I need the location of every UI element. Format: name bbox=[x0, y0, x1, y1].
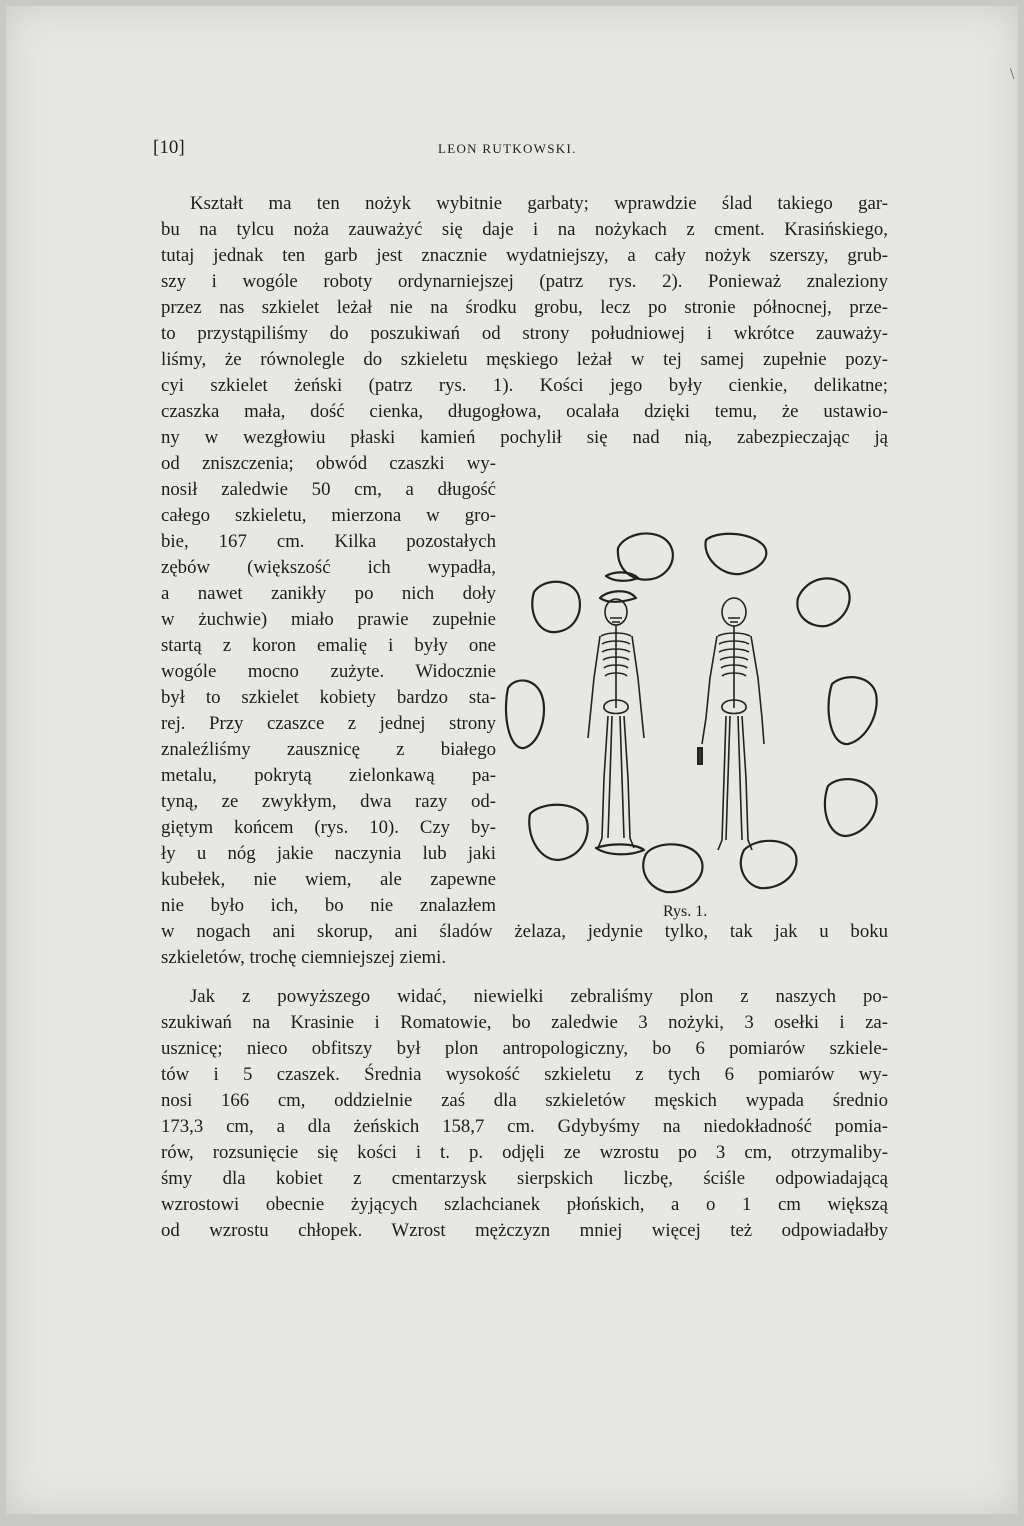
text-line: szkieletów, trochę ciemniejszej ziemi. bbox=[161, 947, 447, 968]
text-line: rej. Przy czaszce z jednej strony bbox=[161, 713, 496, 734]
text-line: szukiwań na Krasinie i Romatowie, bo zaledwie 3 nożyki, 3 osełki i za- bbox=[161, 1012, 888, 1033]
stone bbox=[643, 844, 702, 892]
text-line: bu na tylcu noża zauważyć się daje i na nożykach z cment. Krasińskiego, bbox=[161, 219, 888, 240]
text-line: kubełek, nie wiem, ale zapewne bbox=[161, 869, 496, 890]
stone bbox=[741, 841, 797, 888]
stone bbox=[600, 591, 636, 602]
text-line: znaleźliśmy zausznicę z białego bbox=[161, 739, 496, 760]
stone bbox=[797, 578, 849, 626]
text-line: był to szkielet kobiety bardzo sta- bbox=[161, 687, 496, 708]
text-line: liśmy, że równolegle do szkieletu męskiego leżał w tej samej zupełnie pozy- bbox=[161, 349, 888, 370]
book-page bbox=[6, 6, 1018, 1514]
text-line: czaszka mała, dość cienka, długogłowa, ocalała dzięki temu, że ustawio- bbox=[161, 401, 888, 422]
page-header bbox=[153, 137, 895, 165]
running-head: LEON RUTKOWSKI. bbox=[438, 141, 577, 156]
grave-illustration bbox=[496, 518, 896, 938]
stone bbox=[829, 677, 877, 744]
figure-caption: Rys. 1. bbox=[663, 903, 708, 920]
text-line: w nogach ani skorup, ani śladów żelaza, jedynie tylko, tak jak u boku bbox=[161, 921, 888, 942]
text-line: nie było ich, bo nie znalazłem bbox=[161, 895, 496, 916]
text-line: ny w wezgłowiu płaski kamień pochylił się nad nią, zabezpieczając ją bbox=[161, 427, 888, 448]
text-line: wogóle mocno zużyte. Widocznie bbox=[161, 661, 496, 682]
text-line: giętym końcem (rys. 10). Czy by- bbox=[161, 817, 496, 838]
knife-artifact bbox=[698, 748, 702, 764]
stones bbox=[506, 533, 877, 892]
stone bbox=[705, 534, 766, 574]
stone bbox=[596, 844, 644, 854]
text-line: szy i wogóle roboty ordynarniejszej (patrz rys. 2). Ponieważ znaleziony bbox=[161, 271, 888, 292]
text-line: tutaj jednak ten garb jest znacznie wydatniejszy, a cały nożyk szerszy, grub- bbox=[161, 245, 888, 266]
skeleton-female bbox=[588, 599, 644, 848]
text-line: od zniszczenia; obwód czaszki wy- bbox=[161, 453, 496, 474]
text-line: startą z koron emalię i były one bbox=[161, 635, 496, 656]
text-line: usznicę; nieco obfitszy był plon antropologiczny, bo 6 pomiarów szkiele- bbox=[161, 1038, 888, 1059]
text-line: metalu, pokrytą zielonkawą pa- bbox=[161, 765, 496, 786]
text-line: tyną, ze zwykłym, dwa razy od- bbox=[161, 791, 496, 812]
text-line: całego szkieletu, mierzona w gro- bbox=[161, 505, 496, 526]
stone bbox=[532, 582, 580, 632]
text-line: Jak z powyższego widać, niewielki zebraliśmy plon z naszych po- bbox=[190, 986, 888, 1007]
stone bbox=[506, 680, 544, 748]
stone bbox=[529, 805, 587, 860]
skeleton-male bbox=[702, 598, 764, 850]
text-line: to przystąpiliśmy do poszukiwań od strony południowej i wkrótce zauważy- bbox=[161, 323, 888, 344]
figure-rys-1 bbox=[496, 518, 896, 938]
margin-speck: \ bbox=[1010, 66, 1015, 83]
text-line: Kształt ma ten nożyk wybitnie garbaty; wprawdzie ślad takiego gar- bbox=[190, 193, 888, 214]
text-line: cyi szkielet żeński (patrz rys. 1). Kości jego były cienkie, delikatne; bbox=[161, 375, 888, 396]
text-line: ły u nóg jakie naczynia lub jaki bbox=[161, 843, 496, 864]
page-number: [10] bbox=[153, 137, 185, 158]
text-line: nosił zaledwie 50 cm, a długość bbox=[161, 479, 496, 500]
text-line: w żuchwie) miało prawie zupełnie bbox=[161, 609, 496, 630]
text-line: bie, 167 cm. Kilka pozostałych bbox=[161, 531, 496, 552]
text-line: rów, rozsunięcie się kości i t. p. odjęli ze wzrostu po 3 cm, otrzymaliby- bbox=[161, 1142, 888, 1163]
text-line: przez nas szkielet leżał nie na środku grobu, lecz po stronie północnej, prze- bbox=[161, 297, 888, 318]
text-line: śmy dla kobiet z cmentarzysk sierpskich liczbę, ściśle odpowiadającą bbox=[161, 1168, 888, 1189]
text-line: wzrostowi obecnie żyjących szlachcianek płońskich, a o 1 cm większą bbox=[161, 1194, 888, 1215]
text-line: od wzrostu chłopek. Wzrost mężczyzn mniej więcej też odpowiadałby bbox=[161, 1220, 888, 1241]
text-line: 173,3 cm, a dla żeńskich 158,7 cm. Gdybyśmy na niedokładność pomia- bbox=[161, 1116, 888, 1137]
text-line: zębów (większość ich wypadła, bbox=[161, 557, 496, 578]
text-line: nosi 166 cm, oddzielnie zaś dla szkieletów męskich wypada średnio bbox=[161, 1090, 888, 1111]
stone bbox=[825, 779, 877, 836]
text-line: tów i 5 czaszek. Średnia wysokość szkieletu z tych 6 pomiarów wy- bbox=[161, 1064, 888, 1085]
text-line: a nawet zanikły po nich doły bbox=[161, 583, 496, 604]
